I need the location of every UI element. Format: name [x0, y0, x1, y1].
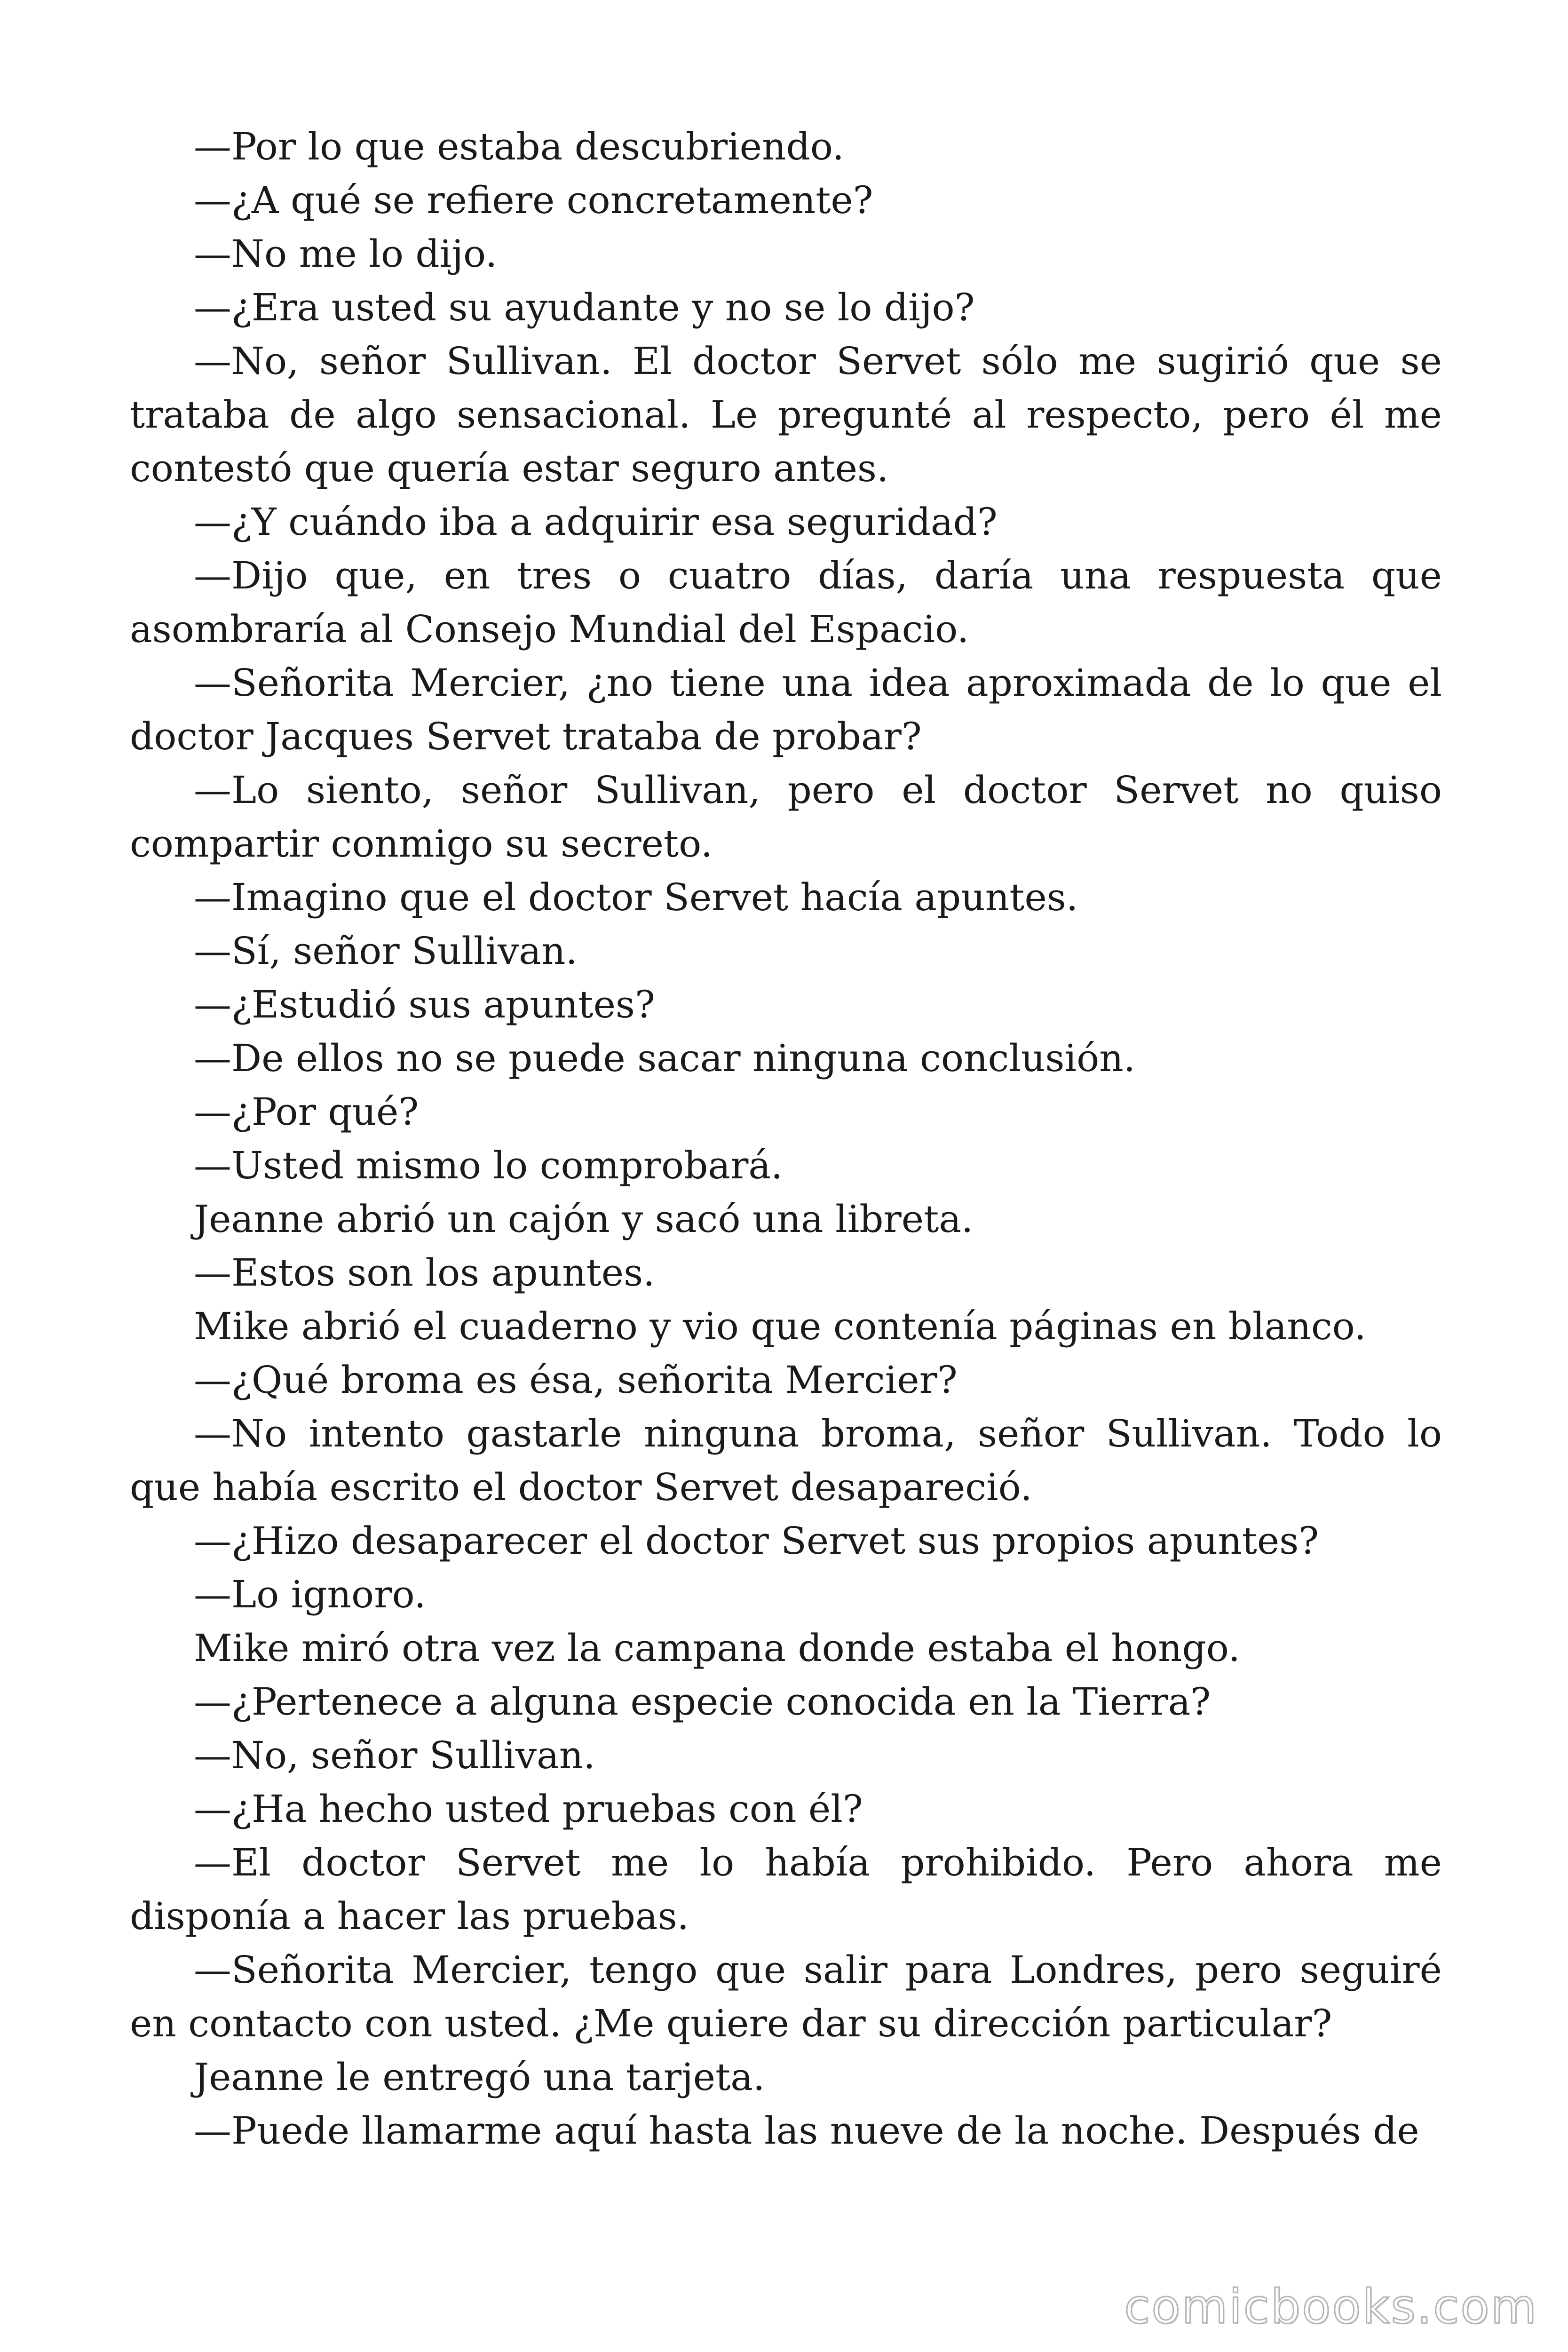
paragraph: —¿Pertenece a alguna especie conocida en la Tierra? [194, 1680, 1211, 1724]
paragraph: —Dijo que, en tres o cuatro días, daría una respuesta que asombraría al Consejo Mundial del Espacio. [130, 554, 1442, 651]
paragraph: —Estos son los apuntes. [194, 1251, 655, 1295]
paragraph: —¿Era usted su ayudante y no se lo dijo? [194, 286, 975, 329]
paragraph: —Imagino que el doctor Servet hacía apuntes. [194, 875, 1078, 919]
paragraph: —Señorita Mercier, tengo que salir para Londres, pero seguiré en contacto con usted. ¿Me quiere dar su dirección particular? [130, 1948, 1442, 2045]
paragraph: —¿A qué se refiere concretamente? [194, 178, 873, 222]
paragraph: —Señorita Mercier, ¿no tiene una idea aproximada de lo que el doctor Jacques Servet trataba de probar? [130, 661, 1442, 758]
paragraph: —Por lo que estaba descubriendo. [194, 125, 844, 168]
paragraph: —Sí, señor Sullivan. [194, 929, 578, 973]
paragraph: Jeanne le entregó una tarjeta. [194, 2055, 765, 2099]
paragraph: —¿Y cuándo iba a adquirir esa seguridad? [194, 500, 998, 544]
paragraph: —¿Hizo desaparecer el doctor Servet sus propios apuntes? [194, 1519, 1319, 1563]
paragraph: —No, señor Sullivan. [194, 1733, 595, 1777]
paragraph: —No, señor Sullivan. El doctor Servet sólo me sugirió que se trataba de algo sensacional. Le pregunté al respecto, pero él me contestó que quería estar seguro antes. [130, 339, 1442, 490]
paragraph: —¿Ha hecho usted pruebas con él? [194, 1787, 863, 1831]
paragraph: Mike abrió el cuaderno y vio que contenía páginas en blanco. [194, 1304, 1366, 1348]
paragraph: —No intento gastarle ninguna broma, señor Sullivan. Todo lo que había escrito el doctor Servet desapareció. [130, 1412, 1442, 1509]
paragraph: Mike miró otra vez la campana donde estaba el hongo. [194, 1626, 1240, 1670]
paragraph: —¿Qué broma es ésa, señorita Mercier? [194, 1358, 958, 1402]
paragraph: —Lo ignoro. [194, 1573, 426, 1616]
paragraph: —El doctor Servet me lo había prohibido. Pero ahora me disponía a hacer las pruebas. [130, 1841, 1442, 1938]
watermark-logo: comicbooks.com [1124, 2279, 1538, 2334]
paragraph: —De ellos no se puede sacar ninguna conclusión. [194, 1036, 1136, 1080]
paragraph: —Lo siento, señor Sullivan, pero el doctor Servet no quiso compartir conmigo su secreto. [130, 768, 1442, 866]
paragraph: —¿Estudió sus apuntes? [194, 983, 655, 1026]
paragraph: —¿Por qué? [194, 1090, 419, 1134]
book-page-text [130, 120, 1442, 2158]
paragraph: —Puede llamarme aquí hasta las nueve de la noche. Después de [194, 2109, 1419, 2153]
paragraph: Jeanne abrió un cajón y sacó una libreta. [194, 1197, 974, 1241]
paragraph: —No me lo dijo. [194, 232, 498, 276]
paragraph: —Usted mismo lo comprobará. [194, 1144, 783, 1187]
